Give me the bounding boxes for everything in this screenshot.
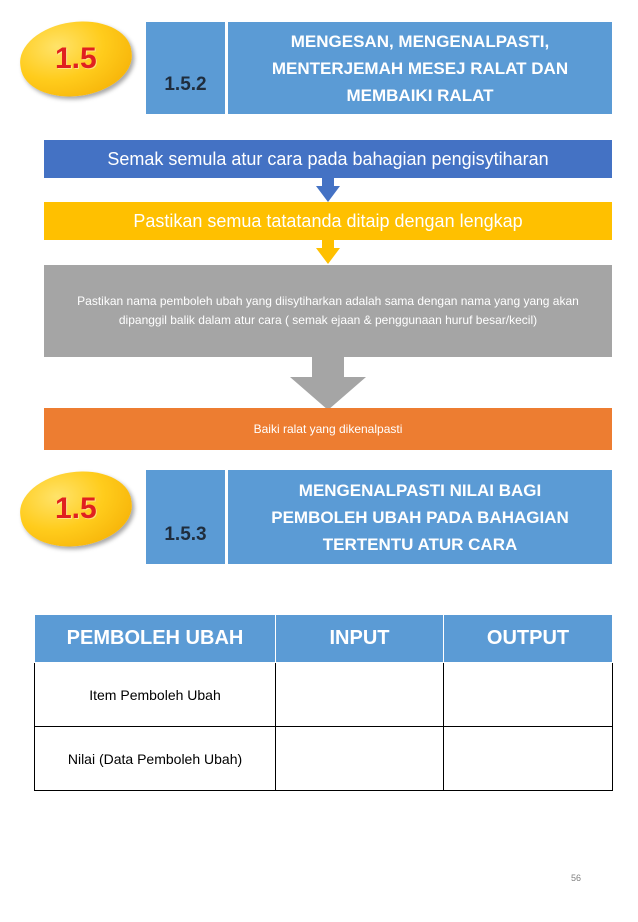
section-code: 1.5.2 <box>146 22 228 114</box>
flow-step-2: Pastikan semua tatatanda ditaip dengan lengkap <box>44 202 612 240</box>
section-badge-2 <box>15 465 136 554</box>
section-title: MENGESAN, MENGENALPASTI, MENTERJEMAH MESEJ RALAT DAN MEMBAIKI RALAT <box>271 31 569 105</box>
column-header-output: OUTPUT <box>444 615 613 663</box>
table-row <box>35 727 613 791</box>
flow-step-4: Baiki ralat yang dikenalpasti <box>44 408 612 450</box>
section-code: 1.5.3 <box>146 470 228 564</box>
section-header-1 <box>146 22 612 114</box>
table-row <box>35 663 613 727</box>
section-badge-label: 1.5 <box>55 42 97 75</box>
section-title: MENGENALPASTI NILAI BAGI PEMBOLEH UBAH PADA BAHAGIAN TERTENTU ATUR CARA <box>271 480 569 554</box>
table-cell-variable: Item Pemboleh Ubah <box>35 663 276 727</box>
column-header-variable: PEMBOLEH UBAH <box>35 615 276 663</box>
flow-arrow-3 <box>290 355 366 411</box>
page-number: 56 <box>571 873 582 883</box>
flow-arrow-2 <box>316 238 340 266</box>
table-cell-input[interactable] <box>276 727 444 791</box>
section-badge-1 <box>15 15 136 104</box>
flow-arrow-1 <box>316 176 340 204</box>
column-header-input: INPUT <box>276 615 444 663</box>
table-cell-output[interactable] <box>444 663 613 727</box>
flow-step-3: Pastikan nama pemboleh ubah yang diisytiharkan adalah sama dengan nama yang yang akan dipanggil balik dalam atur cara ( semak ejaan & penggunaan huruf besar/kecil) <box>44 265 612 357</box>
section-header-2 <box>146 470 612 564</box>
flow-step-1: Semak semula atur cara pada bahagian pengisytiharan <box>44 140 612 178</box>
table-cell-output[interactable] <box>444 727 613 791</box>
variables-table <box>34 614 613 791</box>
section-badge-label: 1.5 <box>55 492 97 525</box>
table-header-row <box>35 615 613 663</box>
table-cell-input[interactable] <box>276 663 444 727</box>
table-cell-variable: Nilai (Data Pemboleh Ubah) <box>35 727 276 791</box>
